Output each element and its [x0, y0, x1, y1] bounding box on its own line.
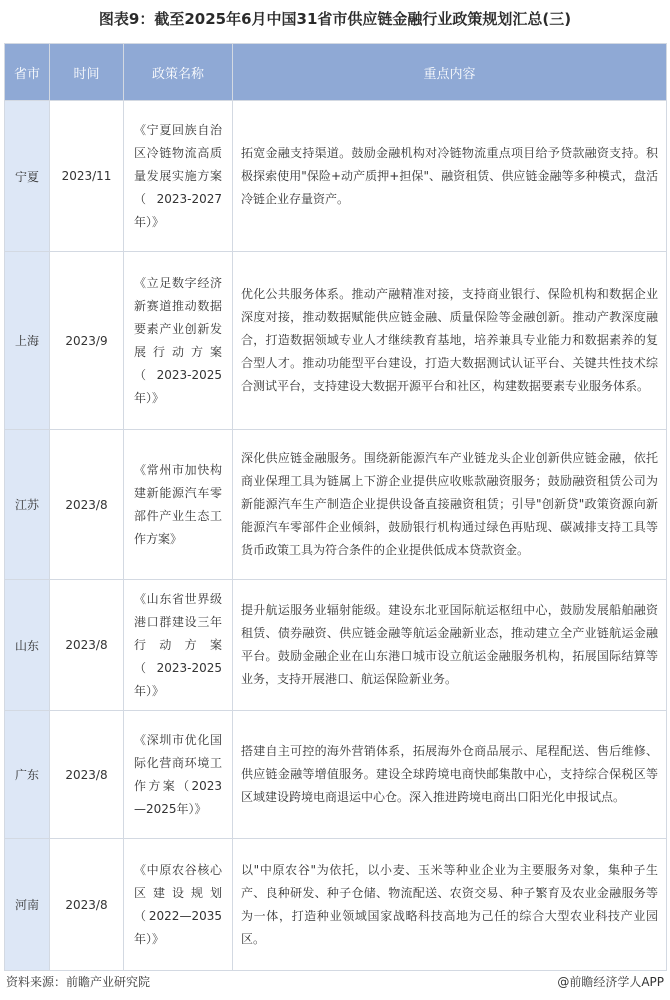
cell-key-content: 深化供应链金融服务。围绕新能源汽车产业链龙头企业创新供应链金融，依托商业保理工具为链属上下游企业提供应收账款融资服务；鼓励融资租赁公司为新能源汽车生产制造企业提供设备直接融资租赁；引导"创新贷"政策资源向新能源汽车零部件企业倾斜，鼓励银行机构通过绿色再贴现、碳减排支持工具等货币政策工具为符合条件的企业提供低成本贷款资金。 — [233, 430, 667, 580]
table-row — [5, 430, 667, 580]
cell-province: 山东 — [5, 580, 50, 711]
cell-date: 2023/11 — [50, 101, 124, 252]
cell-province: 宁夏 — [5, 101, 50, 252]
header-key-content: 重点内容 — [233, 44, 667, 101]
cell-date: 2023/9 — [50, 252, 124, 430]
cell-date: 2023/8 — [50, 711, 124, 839]
cell-province: 河南 — [5, 839, 50, 971]
header-date: 时间 — [50, 44, 124, 101]
cell-province: 江苏 — [5, 430, 50, 580]
policy-table — [4, 43, 667, 971]
cell-policy-name: 《深圳市优化国际化营商环境工作方案（2023—2025年）》 — [124, 711, 233, 839]
cell-key-content: 优化公共服务体系。推动产融精准对接，支持商业银行、保险机构和数据企业深度对接，推动数据赋能供应链金融、质量保险等金融创新。推动产教深度融合，打造数据领域专业人才继续教育基地，培养兼具专业能力和数据素养的复合型人才。推动功能型平台建设，打造大数据测试认证平台、关键共性技术综合测试平台，支持建设大数据开源平台和社区，构建数据要素专业服务体系。 — [233, 252, 667, 430]
cell-policy-name: 《常州市加快构建新能源汽车零部件产业生态工作方案》 — [124, 430, 233, 580]
cell-policy-name: 《立足数字经济新赛道推动数据要素产业创新发展行动方案（2023-2025年）》 — [124, 252, 233, 430]
table-row — [5, 711, 667, 839]
cell-key-content: 以"中原农谷"为依托，以小麦、玉米等种业企业为主要服务对象，集种子生产、良种研发、种子仓储、物流配送、农资交易、种子繁育及农业金融服务等为一体，打造种业领域国家战略科技高地为己任的综合大型农业科技产业园区。 — [233, 839, 667, 971]
cell-key-content: 搭建自主可控的海外营销体系，拓展海外仓商品展示、尾程配送、售后维修、供应链金融等增值服务。建设全球跨境电商快邮集散中心，支持综合保税区等区域建设跨境电商退运中心仓。深入推进跨境电商出口阳光化申报试点。 — [233, 711, 667, 839]
header-province: 省市 — [5, 44, 50, 101]
footer — [0, 967, 670, 995]
cell-date: 2023/8 — [50, 839, 124, 971]
table-row — [5, 839, 667, 971]
table-row — [5, 580, 667, 711]
cell-date: 2023/8 — [50, 580, 124, 711]
header-policy-name: 政策名称 — [124, 44, 233, 101]
cell-key-content: 拓宽金融支持渠道。鼓励金融机构对冷链物流重点项目给予贷款融资支持。积极探索使用"保险+动产质押+担保"、融资租赁、供应链金融等多种模式，盘活冷链企业存量资产。 — [233, 101, 667, 252]
table-row — [5, 101, 667, 252]
chart-title: 图表9：截至2025年6月中国31省市供应链金融行业政策规划汇总(三) — [98, 10, 572, 28]
cell-province: 上海 — [5, 252, 50, 430]
cell-province: 广东 — [5, 711, 50, 839]
cell-key-content: 提升航运服务业辐射能级。建设东北亚国际航运枢纽中心，鼓励发展船舶融资租赁、债券融资、供应链金融等航运金融新业态，推动建立全产业链航运金融平台。鼓励金融企业在山东港口城市设立航运金融服务机构，拓展国际结算等业务，支持开展港口、航运保险新业务。 — [233, 580, 667, 711]
source-note: 资料来源：前瞻产业研究院 — [6, 975, 151, 989]
table-header-row — [5, 44, 667, 101]
table-row — [5, 252, 667, 430]
cell-policy-name: 《宁夏回族自治区冷链物流高质量发展实施方案（2023-2027年）》 — [124, 101, 233, 252]
cell-policy-name: 《山东省世界级港口群建设三年行动方案（2023-2025年）》 — [124, 580, 233, 711]
cell-policy-name: 《中原农谷核心区建设规划（2022—2035年）》 — [124, 839, 233, 971]
brand-credit: @前瞻经济学人APP — [557, 975, 664, 989]
cell-date: 2023/8 — [50, 430, 124, 580]
